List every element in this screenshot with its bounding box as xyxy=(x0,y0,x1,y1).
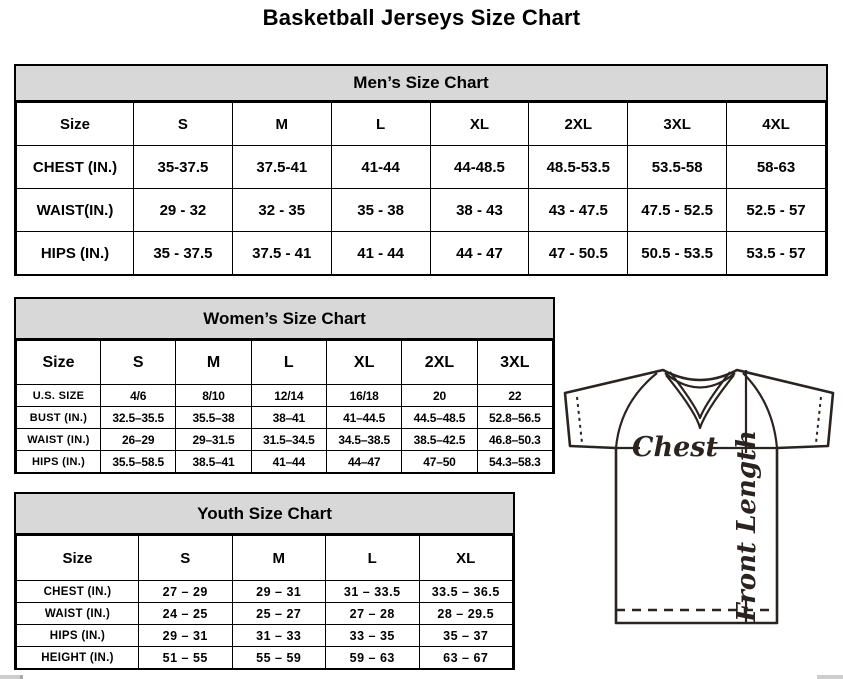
row-label: WAIST (IN.) xyxy=(17,429,101,451)
table-row xyxy=(17,625,513,647)
size-value-cell: 55 – 59 xyxy=(232,647,326,669)
size-value-cell: 37.5 - 41 xyxy=(232,232,331,275)
column-header: XL xyxy=(419,536,513,581)
column-header: M xyxy=(232,103,331,146)
size-value-cell: 44-48.5 xyxy=(430,146,529,189)
column-header: Size xyxy=(17,536,139,581)
size-value-cell: 37.5-41 xyxy=(232,146,331,189)
size-value-cell: 44.5–48.5 xyxy=(402,407,477,429)
row-label: HEIGHT (IN.) xyxy=(17,647,139,669)
row-label: CHEST (IN.) xyxy=(17,146,134,189)
size-value-cell: 27 – 29 xyxy=(139,581,233,603)
size-value-cell: 53.5-58 xyxy=(628,146,727,189)
size-value-cell: 34.5–38.5 xyxy=(326,429,401,451)
size-value-cell: 32 - 35 xyxy=(232,189,331,232)
size-value-cell: 28 – 29.5 xyxy=(419,603,513,625)
column-header: M xyxy=(232,536,326,581)
size-value-cell: 44–47 xyxy=(326,451,401,473)
size-value-cell: 48.5-53.5 xyxy=(529,146,628,189)
table-row xyxy=(17,451,553,473)
table-row xyxy=(17,189,826,232)
column-header: 3XL xyxy=(628,103,727,146)
size-value-cell: 41 - 44 xyxy=(331,232,430,275)
jersey-outline-icon xyxy=(565,370,833,623)
table-row xyxy=(17,385,553,407)
size-value-cell: 29–31.5 xyxy=(176,429,251,451)
youth-chart-title: Youth Size Chart xyxy=(16,494,513,535)
size-value-cell: 38–41 xyxy=(251,407,326,429)
size-value-cell: 43 - 47.5 xyxy=(529,189,628,232)
row-label: CHEST (IN.) xyxy=(17,581,139,603)
size-value-cell: 54.3–58.3 xyxy=(477,451,552,473)
column-header: L xyxy=(331,103,430,146)
column-header: S xyxy=(134,103,233,146)
size-value-cell: 26–29 xyxy=(101,429,176,451)
size-value-cell: 47–50 xyxy=(402,451,477,473)
row-label: HIPS (IN.) xyxy=(17,451,101,473)
column-header: L xyxy=(251,341,326,385)
size-value-cell: 63 – 67 xyxy=(419,647,513,669)
column-header: XL xyxy=(430,103,529,146)
size-value-cell: 31.5–34.5 xyxy=(251,429,326,451)
table-row xyxy=(17,407,553,429)
column-header: XL xyxy=(326,341,401,385)
size-value-cell: 41-44 xyxy=(331,146,430,189)
size-value-cell: 38.5–41 xyxy=(176,451,251,473)
mens-chart-title: Men’s Size Chart xyxy=(16,66,826,102)
size-value-cell: 59 – 63 xyxy=(326,647,420,669)
size-value-cell: 29 – 31 xyxy=(139,625,233,647)
column-header: 3XL xyxy=(477,341,552,385)
size-value-cell: 22 xyxy=(477,385,552,407)
size-value-cell: 41–44.5 xyxy=(326,407,401,429)
table-row xyxy=(17,429,553,451)
table-row xyxy=(17,232,826,275)
jersey-measurement-diagram xyxy=(556,356,842,662)
table-header-row xyxy=(17,103,826,146)
size-value-cell: 29 – 31 xyxy=(232,581,326,603)
size-value-cell: 12/14 xyxy=(251,385,326,407)
size-value-cell: 33 – 35 xyxy=(326,625,420,647)
size-value-cell: 47.5 - 52.5 xyxy=(628,189,727,232)
column-header: 4XL xyxy=(727,103,826,146)
mens-size-chart-panel xyxy=(14,64,828,276)
row-label: HIPS (IN.) xyxy=(17,625,139,647)
size-value-cell: 52.8–56.5 xyxy=(477,407,552,429)
scrollbar-thumb-end[interactable] xyxy=(20,675,23,679)
size-value-cell: 31 – 33.5 xyxy=(326,581,420,603)
front-length-measure-label: Front Length xyxy=(732,430,762,622)
size-value-cell: 33.5 – 36.5 xyxy=(419,581,513,603)
page-title: Basketball Jerseys Size Chart xyxy=(262,5,581,30)
size-value-cell: 16/18 xyxy=(326,385,401,407)
size-value-cell: 27 – 28 xyxy=(326,603,420,625)
womens-size-chart-panel xyxy=(14,297,555,474)
table-row xyxy=(17,581,513,603)
row-label: BUST (IN.) xyxy=(17,407,101,429)
size-value-cell: 35.5–58.5 xyxy=(101,451,176,473)
column-header: M xyxy=(176,341,251,385)
size-value-cell: 41–44 xyxy=(251,451,326,473)
size-value-cell: 35 – 37 xyxy=(419,625,513,647)
size-value-cell: 44 - 47 xyxy=(430,232,529,275)
size-value-cell: 31 – 33 xyxy=(232,625,326,647)
size-value-cell: 4/6 xyxy=(101,385,176,407)
column-header: 2XL xyxy=(529,103,628,146)
size-value-cell: 25 – 27 xyxy=(232,603,326,625)
size-value-cell: 52.5 - 57 xyxy=(727,189,826,232)
column-header: Size xyxy=(17,103,134,146)
row-label: HIPS (IN.) xyxy=(17,232,134,275)
table-header-row xyxy=(17,341,553,385)
horizontal-scrollbar-fragment-right[interactable] xyxy=(817,675,843,679)
column-header: S xyxy=(139,536,233,581)
womens-size-table xyxy=(16,340,553,473)
size-value-cell: 38 - 43 xyxy=(430,189,529,232)
size-value-cell: 8/10 xyxy=(176,385,251,407)
column-header: L xyxy=(326,536,420,581)
horizontal-scrollbar-fragment-left[interactable] xyxy=(0,675,23,679)
row-label: U.S. SIZE xyxy=(17,385,101,407)
row-label: WAIST (IN.) xyxy=(17,603,139,625)
womens-chart-title: Women’s Size Chart xyxy=(16,299,553,340)
table-row xyxy=(17,647,513,669)
table-header-row xyxy=(17,536,513,581)
table-row xyxy=(17,146,826,189)
column-header: Size xyxy=(17,341,101,385)
chest-measure-label: Chest xyxy=(632,432,718,463)
size-value-cell: 20 xyxy=(402,385,477,407)
size-value-cell: 35 - 38 xyxy=(331,189,430,232)
size-value-cell: 46.8–50.3 xyxy=(477,429,552,451)
mens-size-table xyxy=(16,102,826,275)
size-value-cell: 53.5 - 57 xyxy=(727,232,826,275)
size-value-cell: 29 - 32 xyxy=(134,189,233,232)
column-header: 2XL xyxy=(402,341,477,385)
size-value-cell: 58-63 xyxy=(727,146,826,189)
size-value-cell: 24 – 25 xyxy=(139,603,233,625)
size-value-cell: 47 - 50.5 xyxy=(529,232,628,275)
size-value-cell: 38.5–42.5 xyxy=(402,429,477,451)
size-value-cell: 50.5 - 53.5 xyxy=(628,232,727,275)
table-row xyxy=(17,603,513,625)
size-value-cell: 51 – 55 xyxy=(139,647,233,669)
column-header: S xyxy=(101,341,176,385)
size-value-cell: 35-37.5 xyxy=(134,146,233,189)
size-value-cell: 35.5–38 xyxy=(176,407,251,429)
youth-size-chart-panel xyxy=(14,492,515,670)
size-value-cell: 32.5–35.5 xyxy=(101,407,176,429)
youth-size-table xyxy=(16,535,513,669)
row-label: WAIST(IN.) xyxy=(17,189,134,232)
size-value-cell: 35 - 37.5 xyxy=(134,232,233,275)
